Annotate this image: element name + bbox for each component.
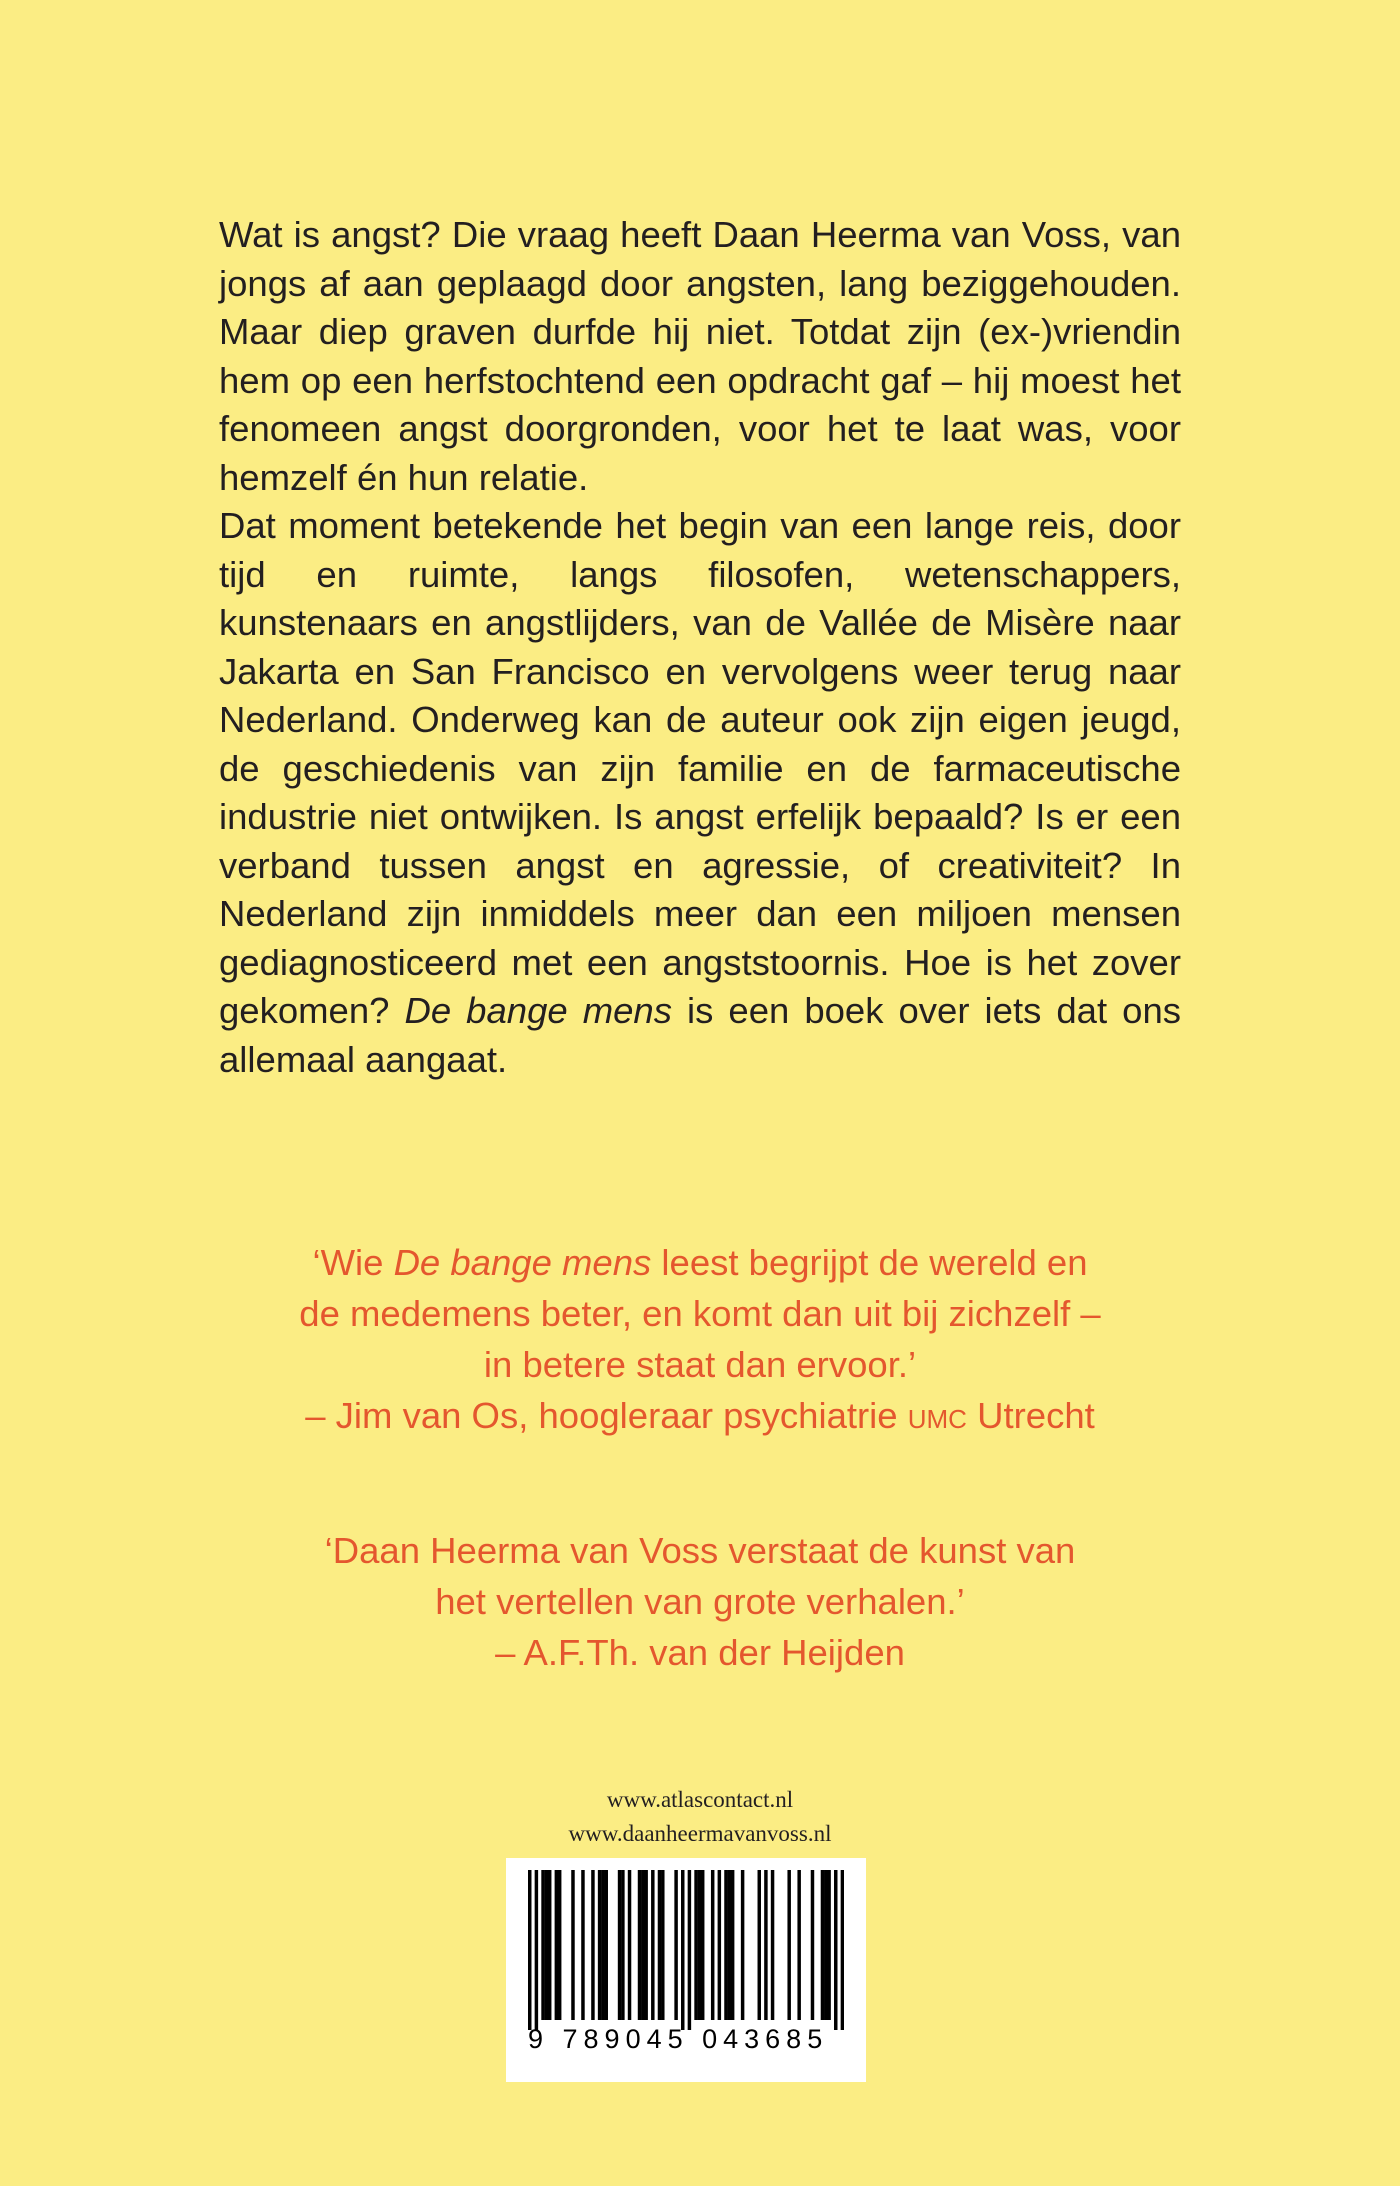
isbn-barcode xyxy=(506,1858,866,2082)
attribution-text: Utrecht xyxy=(966,1395,1095,1436)
isbn-number: 9 789045 043685 xyxy=(528,2024,829,2054)
quote-book-title: De bange mens xyxy=(393,1242,652,1283)
blurb-text: Dat moment betekende het begin van een lange reis, door tijd en ruimte, langs filosofen, wetenschappers, kunstenaars en angstlijders, van de Vallée de Misère naar Jakarta en San Francisco en vervolgens weer terug naar Nederland. Onderweg kan de auteur ook zijn eigen jeugd, de geschiedenis van zijn familie en de farmaceutische industrie niet ontwijken. Is angst erfelijk bepaald? Is er een verband tussen angst en agressie, of creativiteit? In Nederland zijn inmiddels meer dan een miljoen mensen gediagnosticeerd met een angststoornis. Hoe is het zover gekomen? xyxy=(219,505,1181,1031)
barcode-bar xyxy=(827,1870,830,2020)
barcode-bar xyxy=(711,1870,714,2020)
barcode-bar xyxy=(548,1870,551,2020)
blurb-paragraph-2 xyxy=(219,502,1181,1084)
quote-attribution xyxy=(150,1390,1250,1441)
barcode-bar xyxy=(571,1870,574,2020)
quote-line xyxy=(150,1237,1250,1288)
barcode-bar xyxy=(834,1870,837,2030)
barcode-bar xyxy=(811,1870,814,2020)
attribution-smallcaps: umc xyxy=(907,1395,967,1436)
barcode-bar xyxy=(718,1870,721,2020)
barcode-bar xyxy=(797,1870,800,2020)
barcode-bar xyxy=(681,1870,684,2030)
barcode-bar xyxy=(698,1870,701,2020)
barcode-bar xyxy=(558,1870,561,2020)
book-title: De bange mens xyxy=(404,990,672,1031)
barcode-bar xyxy=(741,1870,744,2020)
quote-attribution: – A.F.Th. van der Heijden xyxy=(495,1632,905,1673)
back-cover-blurb xyxy=(219,211,1181,1084)
barcode-bar xyxy=(771,1870,774,2020)
barcode-bar xyxy=(674,1870,677,2020)
barcode-bar xyxy=(724,1870,727,2020)
barcode-bar xyxy=(701,1870,704,2020)
barcode-bar xyxy=(644,1870,647,2020)
barcode-bar xyxy=(605,1870,608,2020)
quote-text: ‘Wie xyxy=(312,1242,394,1283)
quote-line: de medemens beter, en komt dan uit bij zichzelf – xyxy=(299,1293,1101,1334)
quote-line: het vertellen van grote verhalen.’ xyxy=(435,1581,965,1622)
barcode-bar xyxy=(694,1870,697,2020)
barcode-bar xyxy=(821,1870,824,2020)
barcode-bar xyxy=(764,1870,767,2020)
website-links xyxy=(450,1783,950,1851)
blurb-paragraph-1: Wat is angst? Die vraag heeft Daan Heerma van Voss, van jongs af aan geplaagd door angsten, lang beziggehouden. Maar diep graven durfde hij niet. Totdat zijn (ex-)vriendin hem op een herfstochtend een opdracht gaf – hij moest het fenomeen angst doorgronden, voor het te laat was, voor hemzelf én hun relatie. xyxy=(219,214,1181,498)
barcode-bar xyxy=(621,1870,624,2020)
barcode-bar xyxy=(661,1870,664,2020)
barcode-bar xyxy=(728,1870,731,2020)
quote-line: ‘Daan Heerma van Voss verstaat de kunst van xyxy=(324,1530,1076,1571)
barcode-bar xyxy=(638,1870,641,2020)
quote-text: leest begrijpt de wereld en xyxy=(651,1242,1088,1283)
barcode-bar xyxy=(581,1870,584,2020)
review-quote-2 xyxy=(150,1525,1250,1678)
publisher-url[interactable]: www.atlascontact.nl xyxy=(606,1787,794,1812)
attribution-text: – Jim van Os, hoogleraar psychiatrie xyxy=(305,1395,908,1436)
barcode-bar xyxy=(618,1870,621,2020)
barcode-bar xyxy=(598,1870,601,2020)
review-quote-1 xyxy=(150,1237,1250,1441)
barcode-bar xyxy=(688,1870,691,2030)
barcode-bar xyxy=(545,1870,548,2020)
barcode-bar xyxy=(628,1870,631,2020)
barcode-bar xyxy=(601,1870,604,2020)
barcode-bar xyxy=(758,1870,761,2020)
blurb-text-end: is een boek over iets dat ons allemaal aangaat. xyxy=(219,990,1181,1080)
quote-line: in betere staat dan ervoor.’ xyxy=(483,1344,917,1385)
barcode-bar xyxy=(824,1870,827,2020)
barcode-bar xyxy=(591,1870,594,2020)
barcode-bar xyxy=(528,1870,531,2030)
barcode-bar xyxy=(535,1870,538,2030)
barcode-bar xyxy=(841,1870,844,2030)
barcode-bars xyxy=(528,1870,844,2030)
author-url[interactable]: www.daanheermavanvoss.nl xyxy=(568,1821,832,1846)
barcode-bar xyxy=(641,1870,644,2020)
barcode-bar xyxy=(555,1870,558,2020)
barcode-bar xyxy=(658,1870,661,2020)
barcode-bar xyxy=(731,1870,734,2020)
barcode-bar xyxy=(787,1870,790,2020)
barcode-bar xyxy=(541,1870,544,2020)
barcode-bar xyxy=(651,1870,654,2020)
